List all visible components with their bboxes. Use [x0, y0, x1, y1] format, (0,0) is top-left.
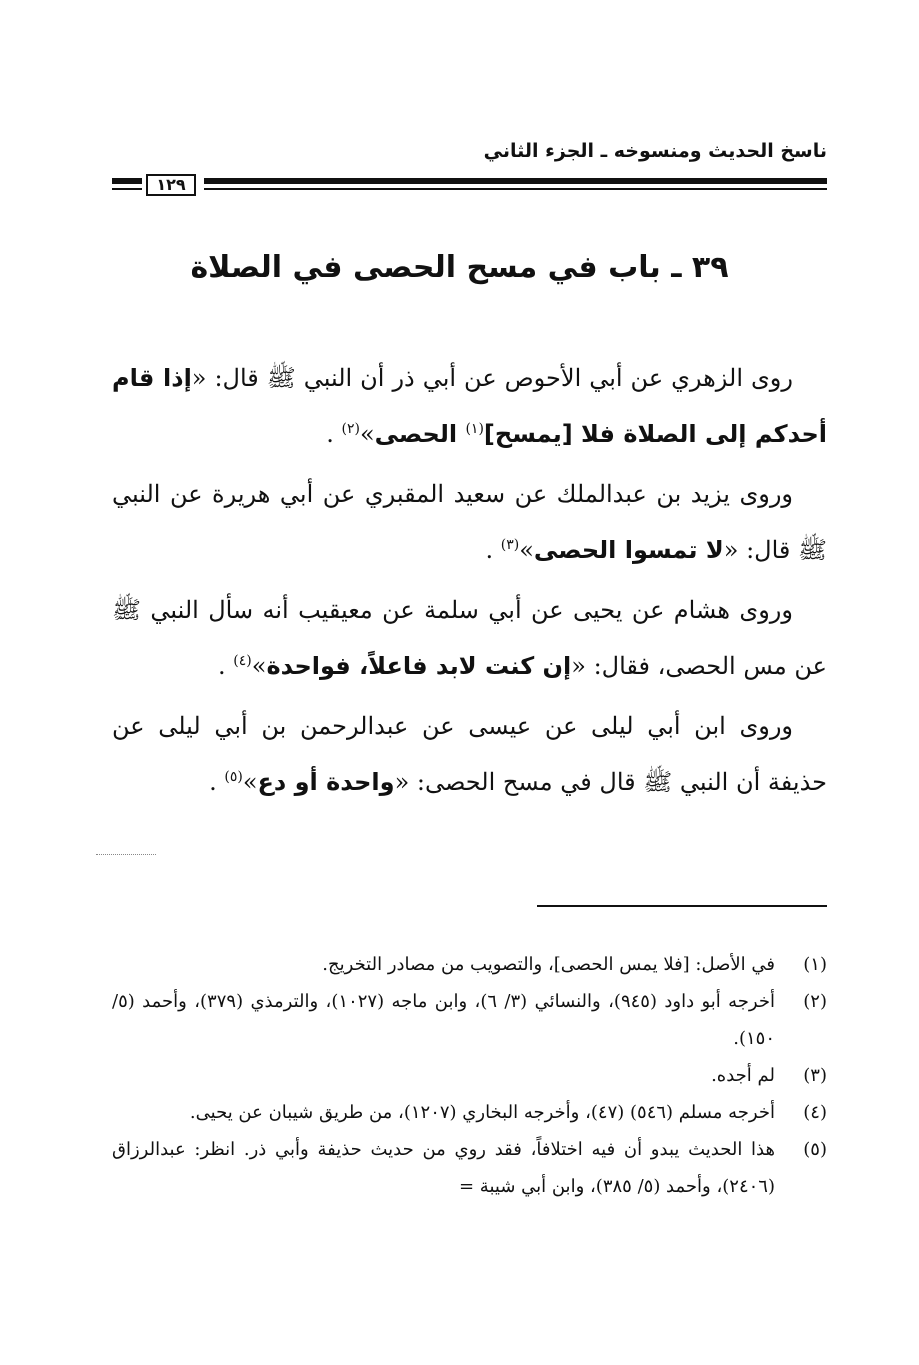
footnote-text: هذا الحديث يبدو أن فيه اختلافاً، فقد روي من حديث حذيفة وأبي ذر. انظر: عبدالرزاق (٢٤٠٦)، وأحمد (٥/ ٣٨٥)، وابن أبي شيبة =: [112, 1139, 775, 1197]
footnote-number: (٤): [803, 1102, 827, 1123]
footnote-ref: (٥): [224, 769, 243, 785]
footnote-item: [112, 983, 827, 1057]
paragraph: [112, 466, 827, 578]
paragraph: [112, 582, 827, 694]
page-number: ١٢٩: [146, 174, 196, 196]
narration-text: وروى يزيد بن عبدالملك عن سعيد المقبري عن أبي هريرة عن النبي ﷺ قال: «: [112, 480, 827, 564]
footnote-separator: [537, 905, 827, 907]
footnote-number: (٥): [803, 1139, 827, 1160]
hadith-quote: واحدة أو دع: [257, 768, 395, 796]
header-rule-left-thick: [112, 178, 142, 184]
footnote-text: أخرجه أبو داود (٩٤٥)، والنسائي (٣/ ٦)، وابن ماجه (١٠٢٧)، والترمذي (٣٧٩)، وأحمد (٥/ ١٥٠).: [112, 991, 775, 1049]
footnote-text: لم أجده.: [711, 1065, 775, 1086]
paragraph: [112, 350, 827, 462]
footnote-text: في الأصل: [فلا يمس الحصى]، والتصويب من مصادر التخريج.: [322, 954, 775, 975]
footnote-item: [112, 1094, 827, 1131]
hadith-quote-cont: الحصى: [374, 420, 466, 448]
sentence-end: .: [326, 420, 342, 448]
footnote-item: [112, 1057, 827, 1094]
sentence-end: .: [218, 652, 234, 680]
chapter-title: ٣٩ ـ باب في مسح الحصى في الصلاة: [190, 250, 729, 285]
header-rule-thin: [204, 188, 827, 190]
header-rule-thick: [204, 178, 827, 184]
scan-artifact: [96, 854, 156, 856]
hadith-quote: لا تمسوا الحصى: [533, 536, 724, 564]
footnote-ref: (٢): [341, 421, 360, 437]
quote-close: »: [251, 652, 267, 680]
footnote-text: أخرجه مسلم (٥٤٦) (٤٧)، وأخرجه البخاري (١٢٠٧)، من طريق شيبان عن يحيى.: [189, 1102, 775, 1123]
footnote-ref: (٤): [233, 653, 252, 669]
quote-close: »: [359, 420, 375, 448]
quote-close: »: [519, 536, 534, 564]
footnote-number: (٣): [803, 1065, 827, 1086]
narration-text: وروى ابن أبي ليلى عن عيسى عن عبدالرحمن بن أبي ليلى عن حذيفة أن النبي ﷺ قال في مسح الحصى: «: [112, 712, 827, 796]
footnote-ref: (٣): [500, 537, 520, 553]
sentence-end: .: [485, 536, 501, 564]
sentence-end: .: [209, 768, 225, 796]
footnote-number: (١): [803, 954, 827, 975]
paragraph: [112, 698, 827, 810]
footnote-item: [112, 1131, 827, 1205]
footnote-number: (٢): [803, 991, 827, 1012]
footnotes-list: [112, 946, 827, 1205]
running-header-title: ناسخ الحديث ومنسوخه ـ الجزء الثاني: [483, 140, 827, 162]
hadith-quote: إن كنت لابد فاعلاً، فواحدة: [266, 652, 572, 680]
main-text: [112, 350, 827, 814]
footnote-ref: (١): [465, 421, 484, 437]
header-rule-left-thin: [112, 188, 142, 190]
quote-close: »: [242, 768, 258, 796]
narration-text: روى الزهري عن أبي الأحوص عن أبي ذر أن النبي ﷺ قال: «: [191, 364, 793, 392]
hadith-quote: إذا قام أحدكم إلى الصلاة فلا [يمسح]: [112, 364, 827, 448]
footnote-item: [112, 946, 827, 983]
header-rule: [112, 174, 827, 198]
narration-text: وروى هشام عن يحيى عن أبي سلمة عن معيقيب أنه سأل النبي ﷺ عن مس الحصى، فقال: «: [112, 596, 827, 680]
